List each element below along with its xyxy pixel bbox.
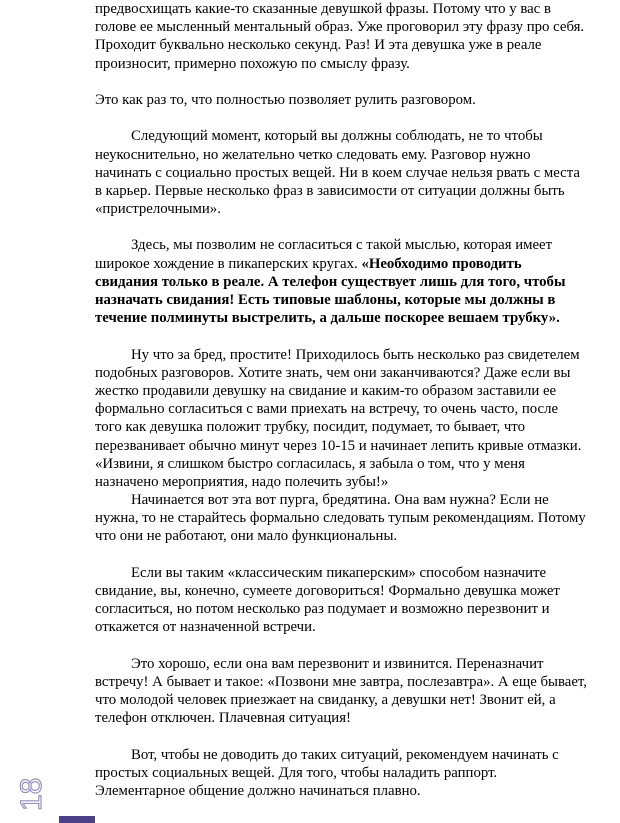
bold-quote-line: назначать свидания! Есть типовые шаблоны, которые мы должны в [95, 292, 556, 308]
text-line: произносит, примерно похожую по смыслу фразу. [95, 55, 410, 72]
text-line: Это как раз то, что полностью позволяет рулить разговором. [95, 91, 476, 108]
document-page [95, 0, 600, 800]
text-line: Элементарное общение должно начинаться плавно. [95, 783, 421, 800]
paragraph [95, 346, 600, 492]
text-line: жестко продавили девушку на свидание и каким-то образом заставили ее [95, 382, 557, 399]
paragraph-gap [95, 637, 600, 655]
text-line: что они не работают, они мало функциональны. [95, 528, 398, 545]
text-line: согласиться, но потом несколько раз подумает и возможно перезвонит и [95, 601, 550, 618]
paragraph [95, 746, 600, 801]
text-line: подобных разговоров. Хотите знать, чем они заканчиваются? Даже если вы [95, 364, 571, 381]
text-line: телефон отключен. Плачевная ситуация! [95, 710, 351, 727]
text-line: Начинается вот эта вот пурга, бредятина. Она вам нужна? Если не [131, 492, 549, 509]
text-line: в карьер. Первые несколько фраз в зависимости от ситуации должны быть [95, 182, 565, 199]
text-line: «пристрелочными». [95, 201, 221, 218]
paragraph [95, 564, 600, 637]
text-line: «Извини, я слишком быстро согласилась, я забыла о том, что у меня [95, 455, 525, 472]
text-line: простых социальных вещей. Для того, чтобы наладить раппорт. [95, 764, 498, 781]
paragraph-gap [95, 728, 600, 746]
text-line: Здесь, мы позволим не согласиться с такой мыслью, которая имеет [131, 237, 553, 254]
text-line: перезванивает обычно минут через 10-15 и начинает лепить кривые отмазки. [95, 437, 582, 454]
paragraph-gap [95, 546, 600, 564]
text-line [95, 255, 600, 273]
paragraph [95, 236, 600, 327]
text-line: свидание, вы, конечно, сумеете договориться! Формально девушка может [95, 583, 560, 599]
text-span: широкое хождение в пикаперских кругах. [95, 255, 362, 272]
text-line: голове ее мысленный ментальный образ. Уже проговорил эту фразу про себя. [95, 19, 585, 36]
text-line: Проходит буквально несколько секунд. Раз! И эта девушка уже в реале [95, 37, 542, 54]
paragraph-gap [95, 109, 600, 127]
text-line: того как девушка положит трубку, посидит, подумает, то бывает, что [95, 419, 525, 436]
text-line: Это хорошо, если она вам перезвонит и извинится. Переназначит [131, 655, 544, 672]
paragraph [95, 91, 600, 109]
paragraph [95, 0, 600, 73]
text-line: начинать с социально простых вещей. Ни в коем случае нельзя рвать с места [95, 164, 580, 181]
bold-quote-line: течение полминуты выстрелить, а дальше поскорее вешаем трубку». [95, 310, 560, 327]
text-line: Следующий момент, который вы должны соблюдать, не то чтобы [131, 128, 543, 145]
text-line: откажется от назначенной встречи. [95, 619, 316, 636]
page-number: 18 [15, 777, 48, 811]
text-line: Ну что за бред, простите! Приходилось быть несколько раз свидетелем [131, 346, 580, 363]
text-line: формально согласиться с вами приехать на встречу, то очень часто, после [95, 401, 559, 418]
text-line: Если вы таким «классическим пикаперским» способом назначите [131, 564, 547, 581]
paragraph [95, 491, 600, 546]
footer-accent-bar [59, 816, 95, 823]
paragraph [95, 655, 600, 728]
text-line: неукоснительно, но желательно четко следовать ему. Разговор нужно [95, 146, 531, 163]
bold-quote-span: «Необходимо проводить [361, 255, 522, 272]
text-line: назначено мероприятия, надо полечить зубы!» [95, 473, 389, 490]
text-line: нужна, то не старайтесь формально следовать тупым рекомендациям. Потому [95, 510, 586, 527]
bold-quote-line: свидания только в реале. А телефон существует лишь для того, чтобы [95, 273, 566, 290]
paragraph-gap [95, 218, 600, 236]
text-line: встречу! А бывает и такое: «Позвони мне завтра, послезавтра». А еще бывает, [95, 673, 587, 690]
text-line: Вот, чтобы не доводить до таких ситуаций, рекомендуем начинать с [131, 746, 559, 763]
text-line: предвосхищать какие-то сказанные девушкой фразы. Потому что у вас в [95, 1, 551, 17]
paragraph-gap [95, 327, 600, 345]
text-line: что молодой человек приезжает на свиданку, а девушки нет! Звонит ей, а [95, 692, 556, 709]
paragraph [95, 127, 600, 218]
paragraph-gap [95, 73, 600, 91]
